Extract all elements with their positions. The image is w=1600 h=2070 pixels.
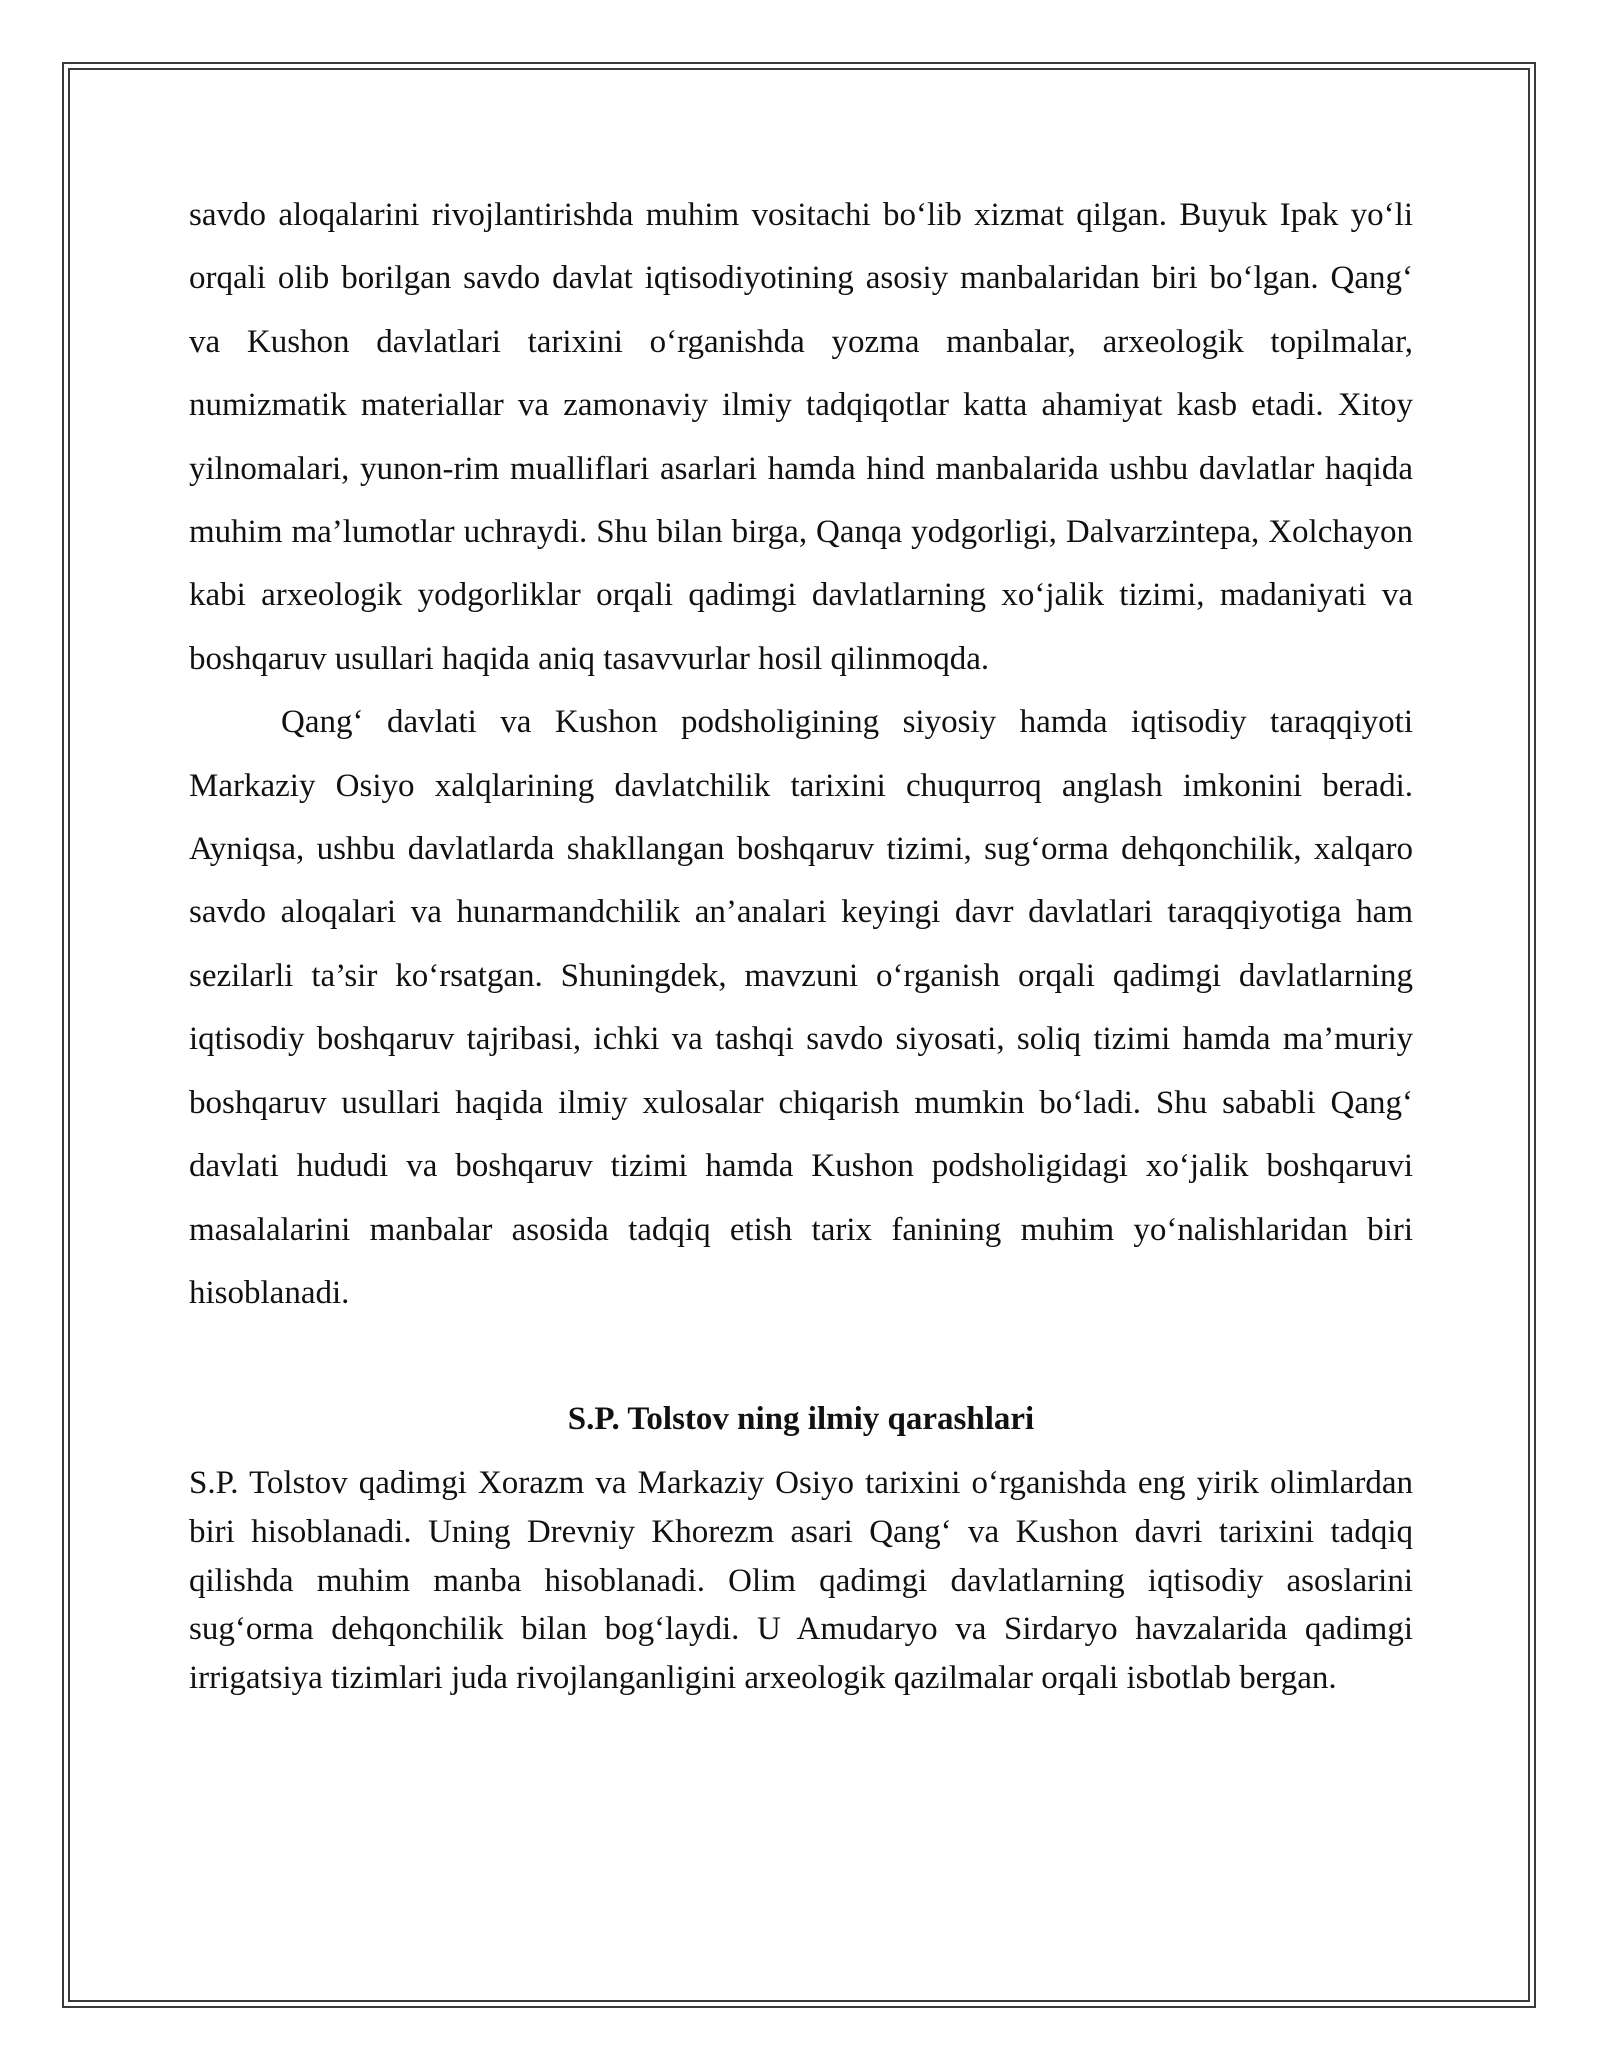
paragraph-trade-sources: savdo aloqalarini rivojlantirishda muhim vositachi bo‘lib xizmat qilgan. Buyuk Ipak yo‘li orqali olib borilgan savdo davlat iqtisodiyotining asosiy manbalaridan biri bo‘lgan. Qang‘ va Kushon davlatlari tarixini o‘rganishda yozma manbalar, arxeologik topilmalar, numizmatik materiallar va zamonaviy ilmiy tadqiqotlar katta ahamiyat kasb etadi. Xitoy yilnomalari, yunon-rim mualliflari asarlari hamda hind manbalarida ushbu davlatlar haqida muhim ma’lumotlar uchraydi. Shu bilan birga, Qanqa yodgorligi, Dalvarzintepa, Xolchayon kabi arxeologik yodgorliklar orqali qadimgi davlatlarning xo‘jalik tizimi, madaniyati va boshqaruv usullari haqida aniq tasavvurlar hosil qilinmoqda. — [189, 197, 1413, 677]
paragraph-qang-kushon-development: Qang‘ davlati va Kushon podsholigining siyosiy hamda iqtisodiy taraqqiyoti Markaziy Osiyo xalqlarining davlatchilik tarixini chuqurroq anglash imkonini beradi. Ayniqsa, ushbu davlatlarda shakllangan boshqaruv tizimi, sug‘orma dehqonchilik, xalqaro savdo aloqalari va hunarmandchilik an’analari keyingi davr davlatlari taraqqiyotiga ham sezilarli ta’sir ko‘rsatgan. Shuningdek, mavzuni o‘rganish orqali qadimgi davlatlarning iqtisodiy boshqaruv tajribasi, ichki va tashqi savdo siyosati, soliq tizimi hamda ma’muriy boshqaruv usullari haqida ilmiy xulosalar chiqarish mumkin bo‘ladi. Shu sababli Qang‘ davlati hududi va boshqaruv tizimi hamda Kushon podsholigidagi xo‘jalik boshqaruvi masalalarini manbalar asosida tadqiq etish tarix fanining muhim yo‘nalishlaridan biri hisoblanadi. — [189, 704, 1413, 1311]
page-content — [189, 184, 1413, 1702]
paragraph-tolstov: S.P. Tolstov qadimgi Xorazm va Markaziy Osiyo tarixini o‘rganishda eng yirik olimlardan biri hisoblanadi. Uning Drevniy Khorezm asari Qang‘ va Kushon davri tarixini tadqiq qilishda muhim manba hisoblanadi. Olim qadimgi davlatlarning iqtisodiy asoslarini sug‘orma dehqonchilik bilan bog‘laydi. U Amudaryo va Sirdaryo havzalarida qadimgi irrigatsiya tizimlari juda rivojlanganligini arxeologik qazilmalar orqali isbotlab bergan. — [189, 1465, 1413, 1696]
section-heading: S.P. Tolstov ning ilmiy qarashlari — [567, 1401, 1035, 1438]
